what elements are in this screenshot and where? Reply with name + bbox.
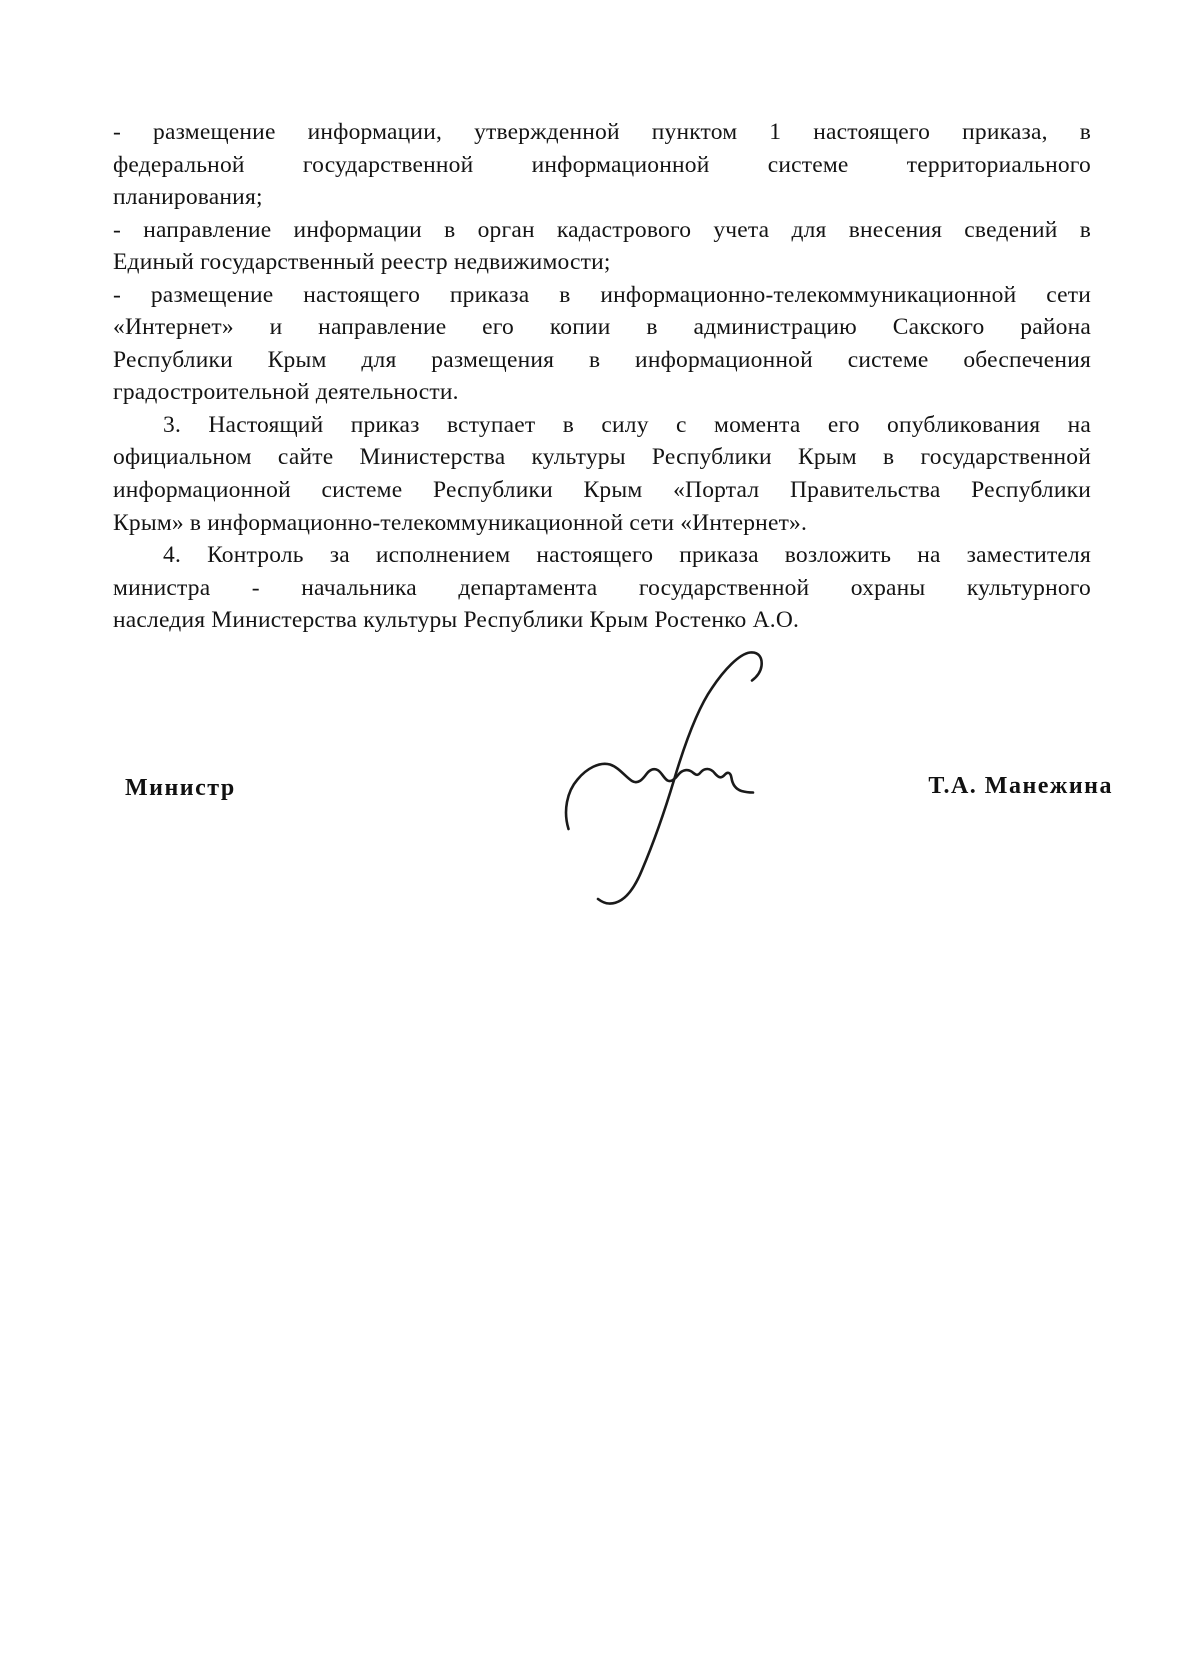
paragraph-line: планирования;: [113, 184, 263, 211]
paragraph-line: «Интернет» и направление его копии в администрацию Сакского района: [113, 314, 1091, 341]
document-body: [113, 116, 1091, 637]
paragraph: [113, 409, 1091, 539]
paragraph-line: официальном сайте Министерства культуры Республики Крым в государственной: [113, 444, 1091, 471]
paragraph-line: Единый государственный реестр недвижимости;: [113, 249, 611, 276]
paragraph: [113, 279, 1091, 409]
paragraph-line: Крым» в информационно-телекоммуникационной сети «Интернет».: [113, 509, 808, 536]
paragraph-line: 3. Настоящий приказ вступает в силу с момента его опубликования на: [163, 411, 1091, 438]
paragraph-line: - размещение информации, утвержденной пунктом 1 настоящего приказа, в: [113, 119, 1091, 145]
paragraph: [113, 214, 1091, 279]
minister-name: Т.А. Манежина: [928, 773, 1113, 799]
paragraph-line: - размещение настоящего приказа в информационно-телекоммуникационной сети: [113, 281, 1091, 308]
minister-title: Министр: [125, 775, 236, 801]
paragraph-line: градостроительной деятельности.: [113, 379, 459, 406]
paragraph-line: 4. Контроль за исполнением настоящего приказа возложить на заместителя: [163, 542, 1091, 569]
signature-stroke-main: [598, 652, 762, 903]
signature-ink: [530, 618, 780, 918]
signature-stroke-wave: [566, 764, 753, 829]
paragraph-line: информационной системе Республики Крым «Портал Правительства Республики: [113, 477, 1091, 504]
paragraph-line: министра - начальника департамента государственной охраны культурного: [113, 574, 1091, 601]
paragraph-line: - направление информации в орган кадастрового учета для внесения сведений в: [113, 216, 1091, 243]
paragraph-line: наследия Министерства культуры Республики Крым Ростенко А.О.: [113, 607, 800, 634]
paragraph: [113, 116, 1091, 214]
paragraph-line: федеральной государственной информационной системе территориального: [113, 151, 1091, 178]
paragraph-line: Республики Крым для размещения в информационной системе обеспечения: [113, 346, 1091, 373]
